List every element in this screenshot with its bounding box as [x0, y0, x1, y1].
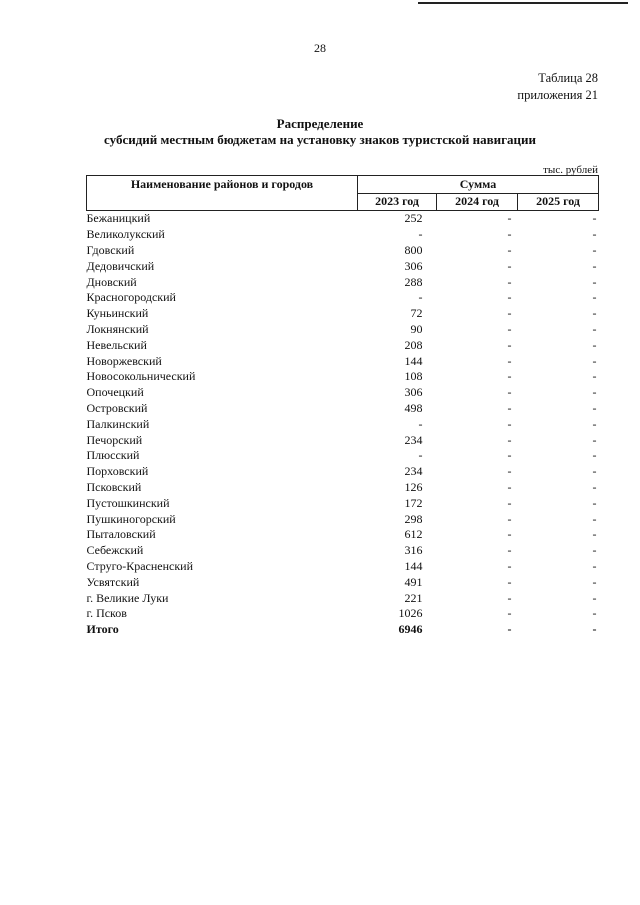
value-2024: - — [507, 527, 512, 542]
table-row — [87, 401, 599, 417]
district-name: Гдовский — [86, 242, 135, 257]
value-2024: - — [507, 574, 512, 589]
value-2025: - — [592, 574, 597, 589]
value-2023: 172 — [404, 495, 423, 510]
value-2023: 234 — [404, 432, 423, 447]
title-line2: субсидий местным бюджетам на установку знаков туристской навигации — [104, 132, 536, 147]
district-name: Пустошкинский — [86, 495, 170, 510]
value-2023: 252 — [404, 211, 423, 226]
table-row — [87, 480, 599, 496]
value-2023: 491 — [404, 574, 423, 589]
table-row — [87, 606, 599, 622]
value-2023: 144 — [404, 558, 423, 573]
value-2023: 316 — [404, 543, 423, 558]
header-name: Наименование районов и городов — [87, 176, 358, 211]
value-2024: - — [507, 432, 512, 447]
value-2025: - — [592, 227, 597, 242]
total-row — [87, 622, 599, 638]
value-2023: 1026 — [398, 606, 423, 621]
district-name: Бежаницкий — [86, 211, 151, 226]
value-2023: 90 — [410, 321, 423, 336]
table-ref-line1: Таблица 28 — [538, 71, 598, 85]
district-name: Палкинский — [86, 416, 150, 431]
table-row — [87, 527, 599, 543]
value-2023: 144 — [404, 353, 423, 368]
value-2025: - — [592, 306, 597, 321]
value-2023: 72 — [410, 306, 423, 321]
value-2023: 126 — [404, 479, 423, 494]
document-title — [0, 116, 640, 148]
table-row — [87, 369, 599, 385]
header-year-2025: 2025 год — [518, 193, 599, 211]
value-2023: 306 — [404, 385, 423, 400]
value-2025: - — [592, 337, 597, 352]
page-number: 28 — [314, 41, 326, 55]
value-2023: 306 — [404, 258, 423, 273]
table-row — [87, 337, 599, 353]
table-row — [87, 243, 599, 259]
district-name: Дновский — [86, 274, 137, 289]
district-name: Куньинский — [86, 306, 149, 321]
district-name: Новосокольнический — [86, 369, 196, 384]
table-row — [87, 559, 599, 575]
value-2023: 208 — [404, 337, 423, 352]
units-label: тыс. рублей — [543, 164, 598, 176]
value-2024: - — [507, 495, 512, 510]
table-row — [87, 306, 599, 322]
header-sum: Сумма — [358, 176, 599, 194]
district-name: Великолукский — [86, 227, 165, 242]
value-2023: 221 — [404, 590, 423, 605]
table-row — [87, 211, 599, 227]
value-2025: - — [592, 495, 597, 510]
value-2025: - — [592, 432, 597, 447]
value-2024: - — [507, 448, 512, 463]
value-2023: 612 — [404, 527, 423, 542]
district-name: Опочецкий — [86, 385, 144, 400]
value-2024: - — [507, 211, 512, 226]
value-2023: 498 — [404, 400, 423, 415]
value-2025: - — [592, 385, 597, 400]
table-row — [87, 416, 599, 432]
table-row — [87, 543, 599, 559]
district-name: Струго-Красненский — [86, 558, 194, 573]
value-2024: - — [507, 321, 512, 336]
value-2024: - — [507, 306, 512, 321]
value-2023: - — [418, 448, 423, 463]
value-2024: - — [507, 274, 512, 289]
table-row — [87, 227, 599, 243]
value-2024: - — [507, 416, 512, 431]
value-2024: - — [507, 290, 512, 305]
value-2024: - — [507, 353, 512, 368]
table-row — [87, 274, 599, 290]
table-row — [87, 385, 599, 401]
value-2024: - — [507, 558, 512, 573]
district-name: Новоржевский — [86, 353, 162, 368]
value-2025: - — [592, 416, 597, 431]
value-2024: - — [507, 606, 512, 621]
value-2023: 298 — [404, 511, 423, 526]
title-line1: Распределение — [276, 116, 364, 131]
table-row — [87, 258, 599, 274]
value-2023: 234 — [404, 464, 423, 479]
table-ref-line2: приложения 21 — [517, 88, 598, 102]
header-year-2023: 2023 год — [358, 193, 437, 211]
value-2025: - — [592, 290, 597, 305]
district-name: Пушкиногорский — [86, 511, 176, 526]
district-name: Печорский — [86, 432, 143, 447]
table-body — [87, 211, 599, 638]
table-row — [87, 432, 599, 448]
value-2023: - — [418, 416, 423, 431]
value-2025: - — [592, 274, 597, 289]
table-row — [87, 353, 599, 369]
district-name: Себежский — [86, 543, 144, 558]
district-name: г. Великие Луки — [86, 590, 169, 605]
value-2023: - — [418, 290, 423, 305]
district-name: Невельский — [86, 337, 147, 352]
value-2025: - — [592, 242, 597, 257]
header-year-2024: 2024 год — [437, 193, 518, 211]
total-2023: 6946 — [398, 622, 423, 637]
total-2024: - — [507, 622, 512, 637]
value-2025: - — [592, 543, 597, 558]
value-2025: - — [592, 448, 597, 463]
total-2025: - — [592, 622, 597, 637]
table-row — [87, 574, 599, 590]
value-2024: - — [507, 590, 512, 605]
value-2024: - — [507, 337, 512, 352]
district-name: Дедовичский — [86, 258, 155, 273]
district-name: Псковский — [86, 479, 142, 494]
value-2025: - — [592, 400, 597, 415]
scan-edge-line — [418, 2, 628, 4]
value-2025: - — [592, 590, 597, 605]
value-2024: - — [507, 227, 512, 242]
value-2025: - — [592, 606, 597, 621]
district-name: Локнянский — [86, 321, 149, 336]
table-row — [87, 511, 599, 527]
table-row — [87, 448, 599, 464]
value-2025: - — [592, 211, 597, 226]
district-name: Плюсский — [86, 448, 140, 463]
subsidy-table — [86, 175, 599, 638]
value-2024: - — [507, 385, 512, 400]
value-2025: - — [592, 527, 597, 542]
table-row — [87, 495, 599, 511]
district-name: Усвятский — [86, 574, 140, 589]
value-2025: - — [592, 353, 597, 368]
value-2025: - — [592, 369, 597, 384]
value-2024: - — [507, 543, 512, 558]
value-2024: - — [507, 464, 512, 479]
value-2025: - — [592, 464, 597, 479]
value-2025: - — [592, 511, 597, 526]
value-2024: - — [507, 242, 512, 257]
value-2024: - — [507, 369, 512, 384]
table-reference — [517, 70, 598, 104]
value-2023: 108 — [404, 369, 423, 384]
district-name: г. Псков — [86, 606, 127, 621]
district-name: Порховский — [86, 464, 149, 479]
total-label: Итого — [86, 622, 119, 637]
district-name: Красногородский — [86, 290, 176, 305]
value-2023: 288 — [404, 274, 423, 289]
district-name: Островский — [86, 400, 148, 415]
value-2024: - — [507, 400, 512, 415]
value-2024: - — [507, 511, 512, 526]
value-2025: - — [592, 558, 597, 573]
value-2025: - — [592, 479, 597, 494]
value-2023: 800 — [404, 242, 423, 257]
table-row — [87, 290, 599, 306]
value-2025: - — [592, 258, 597, 273]
value-2024: - — [507, 258, 512, 273]
value-2023: - — [418, 227, 423, 242]
table-row — [87, 464, 599, 480]
value-2025: - — [592, 321, 597, 336]
table-row — [87, 322, 599, 338]
district-name: Пыталовский — [86, 527, 156, 542]
value-2024: - — [507, 479, 512, 494]
table-row — [87, 590, 599, 606]
table-header — [87, 176, 599, 211]
